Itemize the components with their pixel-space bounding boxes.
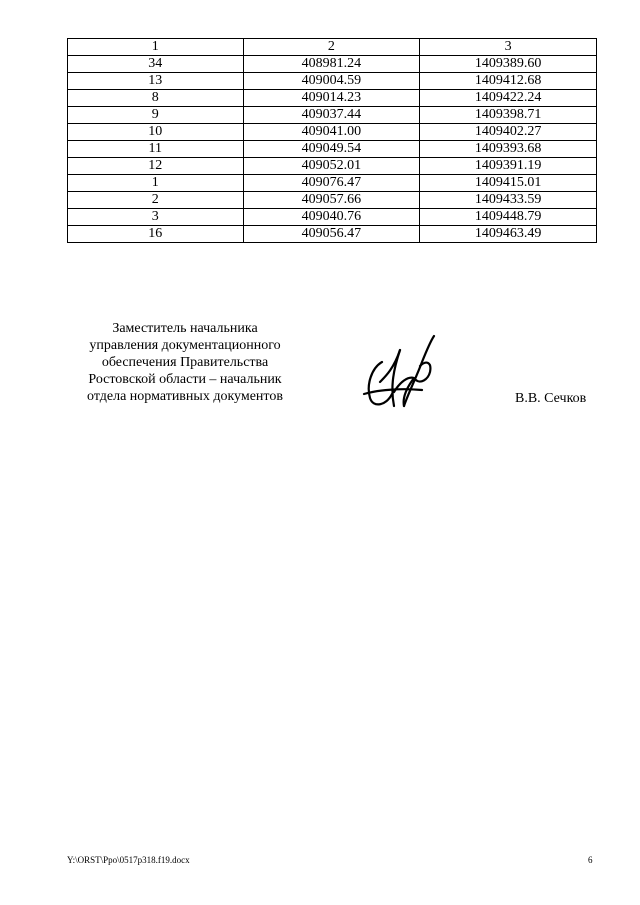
signer-position-line: Ростовской области – начальник — [88, 372, 282, 387]
table-row — [68, 158, 597, 175]
table-row — [68, 107, 597, 124]
point-number-cell: 9 — [68, 107, 244, 124]
y-coordinate-cell: 1409422.24 — [420, 90, 597, 107]
point-number-cell: 8 — [68, 90, 244, 107]
x-coordinate-cell: 409056.47 — [243, 226, 420, 243]
coordinates-table — [67, 38, 597, 243]
x-coordinate-cell: 409052.01 — [243, 158, 420, 175]
table-row — [68, 56, 597, 73]
point-number-cell: 13 — [68, 73, 244, 90]
point-number-cell: 12 — [68, 158, 244, 175]
table-row — [68, 175, 597, 192]
point-number-cell: 3 — [68, 209, 244, 226]
y-coordinate-cell: 1409402.27 — [420, 124, 597, 141]
y-coordinate-cell: 1409433.59 — [420, 192, 597, 209]
table-row — [68, 192, 597, 209]
page-number: 6 — [588, 855, 593, 865]
table-row — [68, 209, 597, 226]
table-row — [68, 226, 597, 243]
y-coordinate-cell: 1409389.60 — [420, 56, 597, 73]
table-header-cell: 1 — [68, 39, 244, 56]
point-number-cell: 10 — [68, 124, 244, 141]
y-coordinate-cell: 1409415.01 — [420, 175, 597, 192]
x-coordinate-cell: 409041.00 — [243, 124, 420, 141]
x-coordinate-cell: 409049.54 — [243, 141, 420, 158]
x-coordinate-cell: 409014.23 — [243, 90, 420, 107]
handwritten-signature — [360, 332, 440, 412]
point-number-cell: 1 — [68, 175, 244, 192]
y-coordinate-cell: 1409463.49 — [420, 226, 597, 243]
table-row — [68, 141, 597, 158]
table-row — [68, 90, 597, 107]
x-coordinate-cell: 408981.24 — [243, 56, 420, 73]
signer-position-line: обеспечения Правительства — [101, 355, 269, 370]
y-coordinate-cell: 1409393.68 — [420, 141, 597, 158]
signer-position-line: отдела нормативных документов — [87, 389, 283, 404]
x-coordinate-cell: 409037.44 — [243, 107, 420, 124]
x-coordinate-cell: 409076.47 — [243, 175, 420, 192]
y-coordinate-cell: 1409391.19 — [420, 158, 597, 175]
signer-position-line: Заместитель начальника — [112, 321, 258, 336]
signer-position-line: управления документационного — [89, 338, 281, 353]
table-header-cell: 3 — [420, 39, 597, 56]
point-number-cell: 2 — [68, 192, 244, 209]
x-coordinate-cell: 409004.59 — [243, 73, 420, 90]
table-row — [68, 124, 597, 141]
x-coordinate-cell: 409057.66 — [243, 192, 420, 209]
point-number-cell: 11 — [68, 141, 244, 158]
y-coordinate-cell: 1409412.68 — [420, 73, 597, 90]
table-header-row — [68, 39, 597, 56]
signer-position — [60, 320, 310, 405]
y-coordinate-cell: 1409448.79 — [420, 209, 597, 226]
point-number-cell: 34 — [68, 56, 244, 73]
y-coordinate-cell: 1409398.71 — [420, 107, 597, 124]
signer-name: В.В. Сечков — [515, 391, 587, 406]
table-row — [68, 73, 597, 90]
point-number-cell: 16 — [68, 226, 244, 243]
x-coordinate-cell: 409040.76 — [243, 209, 420, 226]
footer-file-path: Y:\ORST\Ppo\0517p318.f19.docx — [67, 855, 190, 865]
table-header-cell: 2 — [243, 39, 420, 56]
